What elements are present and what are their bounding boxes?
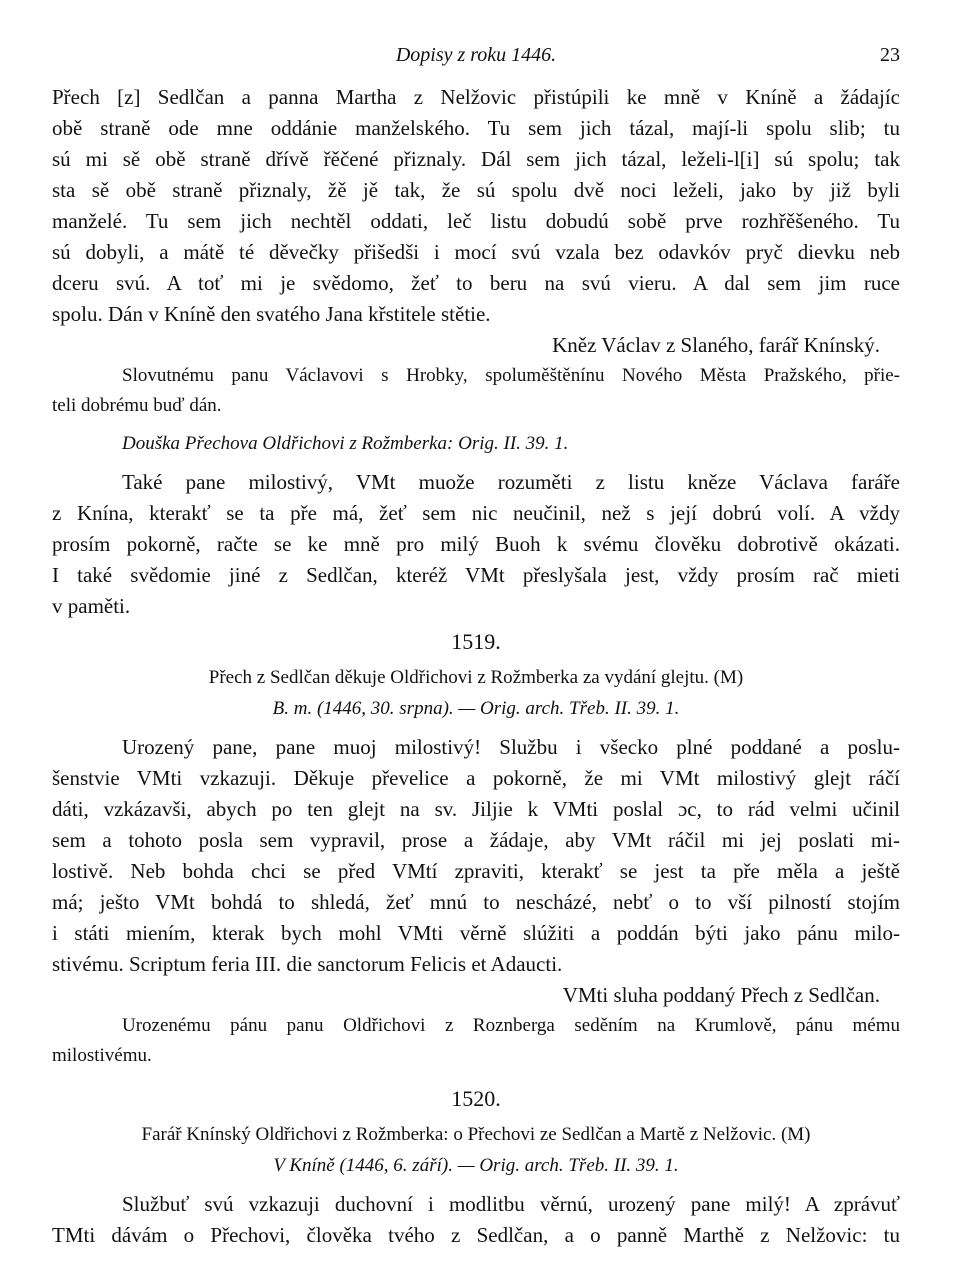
body-line: prosím pokorně, račte se ke mně pro milý Buoh k svému člověku dobrotivě okázati. <box>52 532 900 556</box>
letter-signature: VMti sluha poddaný Přech z Sedlčan. <box>562 983 880 1007</box>
body-line: sú mi sě obě straně dřívě řěčené přiznaly. Dál sem jich tázal, leželi-l[i] sú spolu; tak <box>52 147 900 171</box>
letter-1520 <box>52 1079 900 1251</box>
letter-signature: Kněz Václav z Slaného, farář Knínský. <box>552 333 880 357</box>
body-line: sta sě obě straně přiznaly, žě jě tak, že sú spolu dvě noci leželi, jako by již byli <box>52 178 900 202</box>
postscript <box>52 429 900 622</box>
body-line: v paměti. <box>52 594 131 618</box>
address-line: teli dobrému buď dán. <box>52 395 222 416</box>
body-line: TMti dávám o Přechovi, člověka tvého z Sedlčan, a o panně Marthě z Nelžovic: tu <box>52 1223 900 1247</box>
body-line: manželé. Tu sem jich nechtěl oddati, leč listu dobudú sobě prve rozhřěšeného. Tu <box>52 209 900 233</box>
address-line: Slovutnému panu Václavovi s Hrobky, spoluměštěnínu Nového Města Pražského, přie- <box>122 365 900 386</box>
address-line: Urozenému pánu panu Oldřichovi z Roznberga seděním na Krumlově, pánu mému <box>122 1015 900 1036</box>
address-line: milostivému. <box>52 1045 152 1066</box>
body-line: sú dobyli, a mátě té děvečky přišedši i mocí svú vzala bez odavkóv pryč dievku neb <box>52 240 900 264</box>
page-header <box>52 38 900 74</box>
body-line: i státi miením, kterak bych mohl VMti věrně slúžiti a poddán býti jako pánu milo- <box>52 921 900 945</box>
body-line: dceru svú. A toť mi je svědomo, žeť to beru na svú vieru. A dal sem jim ruce <box>52 271 900 295</box>
body-line: z Knína, kterakť se ta pře má, žeť sem nic neučinil, než s její dobrú volí. A vždy <box>52 501 900 525</box>
letter-number: 1519. <box>451 629 501 654</box>
body-line: Také pane milostivý, VMt muože rozuměti z listu kněze Václava faráře <box>122 470 900 494</box>
letter-summary: Farář Knínský Oldřichovi z Rožmberka: o Přechovi ze Sedlčan a Martě z Nelžovic. (M) <box>141 1124 811 1145</box>
body-line: má; ješto VMt bohdá to shledá, žeť mnú to nescházé, nebť o to vší pilností stojím <box>52 890 900 914</box>
body-line: lostivě. Neb bohda chci se před VMtí zpraviti, kterakť se jest ta pře měla a ještě <box>52 859 900 883</box>
source-note: V Kníně (1446, 6. září). — Orig. arch. Třeb. II. 39. 1. <box>273 1155 679 1176</box>
body-line: Službuť svú vzkazuji duchovní i modlitbu věrnú, urozený pane milý! A zprávuť <box>122 1192 900 1216</box>
body-line: spolu. Dán v Kníně den svatého Jana křstitele stětie. <box>52 302 491 326</box>
source-note: B. m. (1446, 30. srpna). — Orig. arch. Třeb. II. 39. 1. <box>272 698 680 719</box>
body-line: sem a tohoto posla sem vypravil, prose a žádaje, aby VMt ráčil mi jej poslati mi- <box>52 828 900 852</box>
letter-1-address <box>52 361 900 421</box>
letter-summary: Přech z Sedlčan děkuje Oldřichovi z Rožmberka za vydání glejtu. (M) <box>208 667 744 688</box>
body-line: šenstvie VMti vzkazuji. Děkuje převelice a pokorně, že mi VMt milostivý glejt ráčí <box>52 766 900 790</box>
body-line: dáti, vzkázavši, abych po ten glejt na sv. Jiljie k VMti poslal ɔc, to rád velmi učinil <box>52 797 900 821</box>
body-line: I také svědomie jiné z Sedlčan, kteréž VMt přeslyšala jest, vždy prosím rač mieti <box>52 563 900 587</box>
body-line: obě straně ode mne oddánie manželského. Tu sem jich tázal, mají-li spolu slib; tu <box>52 116 900 140</box>
letter-1519 <box>52 622 900 1071</box>
document-page <box>52 38 900 1251</box>
running-title: Dopisy z roku 1446. <box>395 44 557 66</box>
page-number: 23 <box>880 44 900 66</box>
letter-number: 1520. <box>451 1086 501 1111</box>
body-line: Přech [z] Sedlčan a panna Martha z Nelžovic přistúpili ke mně v Kníně a žádajíc <box>52 85 900 109</box>
body-line: Urozený pane, pane muoj milostivý! Službu i všecko plné poddané a poslu- <box>122 735 900 759</box>
source-note: Douška Přechova Oldřichovi z Rožmberka: Orig. II. 39. 1. <box>122 433 569 454</box>
letter-1-body <box>52 82 900 361</box>
body-line: stivému. Scriptum feria III. die sanctorum Felicis et Adaucti. <box>52 952 563 976</box>
